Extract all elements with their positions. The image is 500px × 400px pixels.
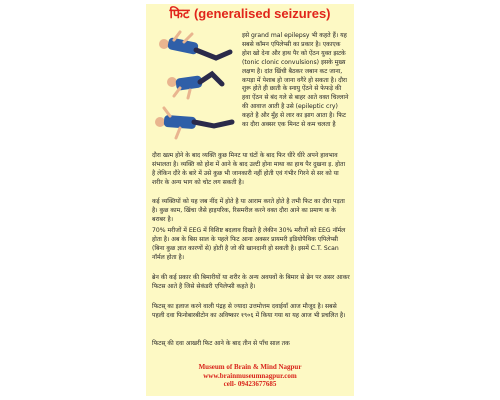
paragraph-after-seizure: दौरा खत्म होने के बाद व्यक्ति कुछ मिनट या घंटों के बाद फिर धीरे धीरे अपने हावभाव संभालता है। व्यक्ति को होश में आने के बाद उल्टी होना माथा का हाथ पैर दुखना इ. होता है लेकिन दौरे के बारे में उसे कुछ भी जानकारी नहीं होती एवं गंभीर गिरने से सर को या शरीर के अन्य भाग को चोट लग सकती है। [152, 152, 346, 186]
footer-website: www.brainmuseumnagpur.com [203, 371, 297, 380]
paragraph-treatment: फिटस् का इलाज करने वाली पंद्रह से ज्यादा उत्तमोत्तम दवाईयाँ आज मौजूद है। सबसे पहली दवा फिनोबारबीटोन का अविष्कार १९०६ में किया गया था यह आज भी प्रचलित है। [152, 303, 346, 319]
seizure-figure-1 [159, 32, 230, 58]
paragraph-medication-duration: फिटस् की दवा आखरी फिट आने के बाद तीन से पाँच साल तक [152, 340, 290, 347]
paragraph-sleep-seizures: कई व्यक्तियों को यह जब नींद में होते है या आराम करते होते है तभी फिट का दौरा पड़ता है। कुछ काम, खिंचा जैसे हाइपरिक, रिसमरील करने वक्त दौरा आने का प्रमाण क के बराबर है। [152, 198, 345, 223]
seizure-figures-illustration [150, 30, 238, 148]
seizure-figure-2 [167, 74, 222, 98]
title-hindi: फिट [169, 7, 190, 22]
poster-panel [146, 4, 354, 396]
footer-museum-name: Museum of Brain & Mind Nagpur [198, 363, 302, 371]
paragraph-secondary-epilepsy: ब्रेन की कई प्रकार की बिमारीयों या शरीर के अन्य अवयवों के बिमार से ब्रेन पर असर आकर फिटस आते है जिसे सेकंडरी एपिलेप्सी कहते है। [152, 274, 350, 290]
title-english: (generalised seizures) [193, 6, 331, 21]
page-title [146, 6, 354, 23]
seizure-figure-3 [155, 108, 232, 138]
paragraph-grand-mal-intro: इसे grand mal epilepsy भी कहते हैं। यह सबसे कॉमन एपिलेप्सी का प्रकार है। एकाएक होश खो देना और हाथ पैर को ऐंठन युक्त झटके (tonic clonic convulsions) इसके मुख्य लक्षण है। दांत खिंची बैठकर जबान कट जाना, कपड़ा में पेशाब हो जाना वगैरे हो सकता है। दौरा शुरू होते ही छाती के स्नायु ऐंठने से फेफड़े की हवा ऐंठन से बंद गले से बाहर आते वक्त चिल्लाने की आवाज आती है उसे (epileptic cry) कहते है और मुँह से लार का झाग आता है। फिट का दौरा अक्सर एक मिनट से कम चलता है [242, 32, 349, 129]
paragraph-eeg-findings: 70% मरीजों में EEG में विशिष्ट बदलाव दिखते है लेकीन 30% मरीजों को EEG नॉर्मल होता है। अब के बिस साल के पहले फिट आना अक्सर प्रायमरी इडियोपैथिक एपिलेप्सी (बिना कुछ ज्ञात कारणों से) होती है जो की खानदानी हो सकती है। इसमें C.T. Scan नॉर्मल होता है। [152, 227, 346, 261]
museum-footer [146, 363, 354, 389]
footer-phone: cell- 09423677685 [223, 380, 277, 388]
